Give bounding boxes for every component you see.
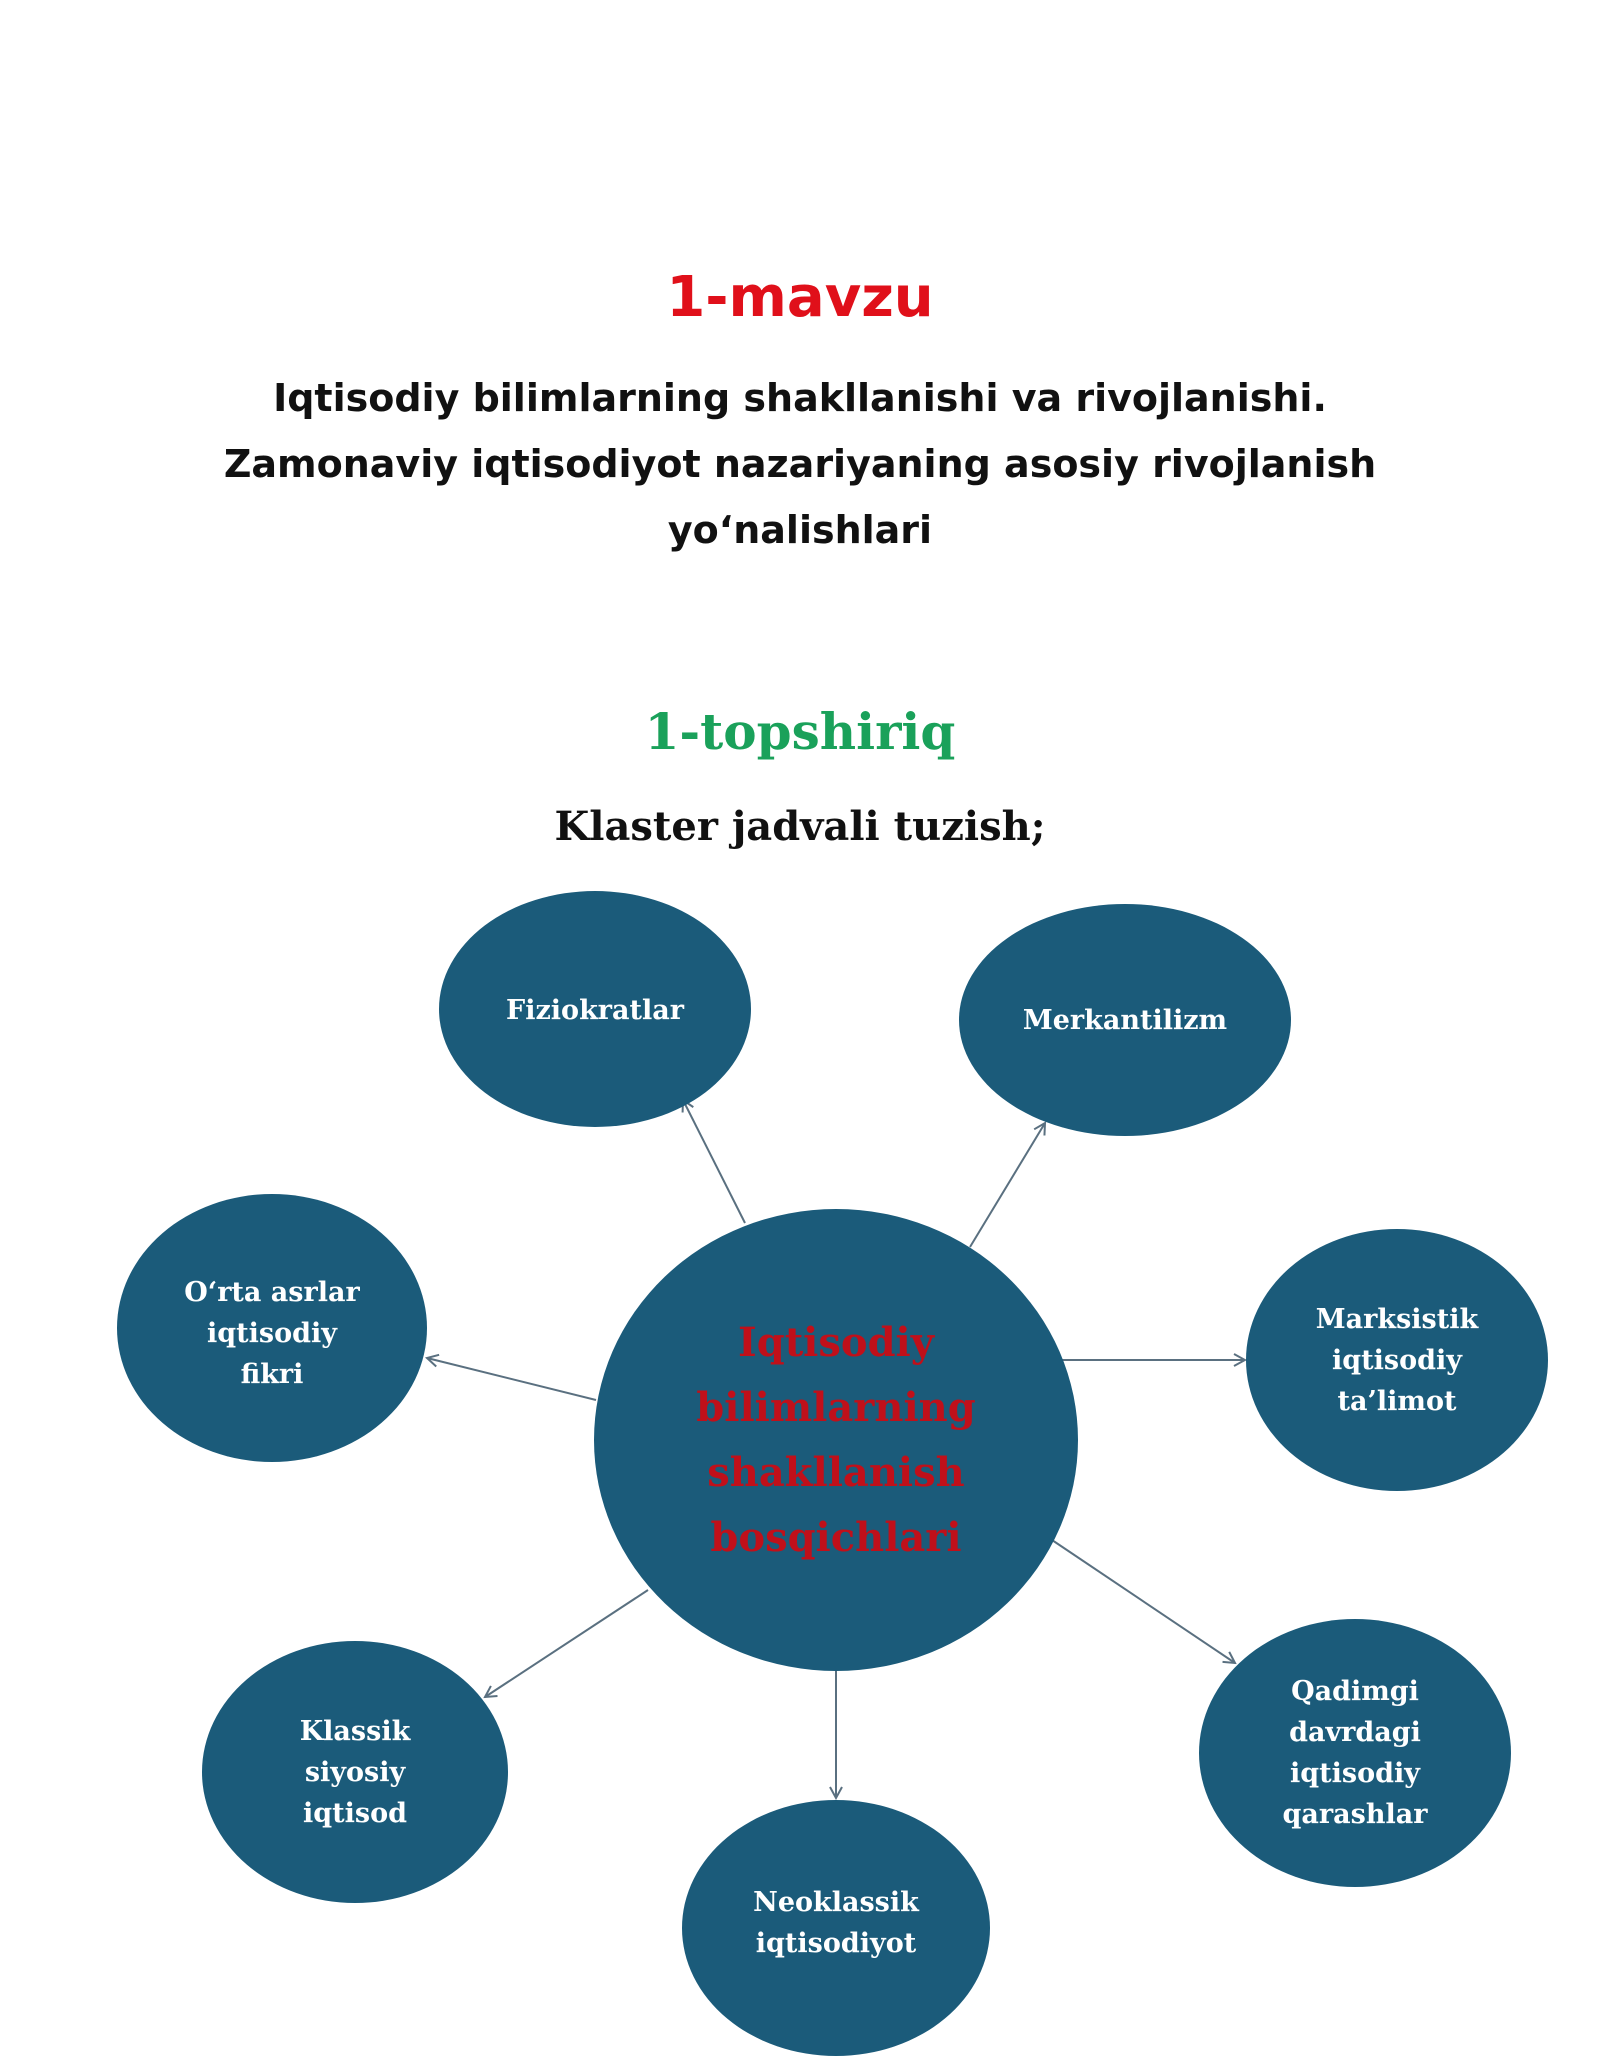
node-label-qadimgi: Qadimgi davrdagi iqtisodiy qarashlar	[1282, 1676, 1428, 1830]
topic-title: Iqtisodiy bilimlarning shakllanishi va rivojlanishi. Zamonaviy iqtisodiyot nazariyaning asosiy rivojlanish yo‘nalishlari	[223, 376, 1377, 552]
node-label-neoklassik: Neoklassik iqtisodiyot	[753, 1887, 919, 1959]
task-subtitle: Klaster jadvali tuzish;	[554, 803, 1046, 850]
center-node-label: Iqtisodiy bilimlarning shakllanish bosqichlari	[696, 1319, 976, 1561]
node-label-klassik: Klassik siyosiy iqtisod	[299, 1715, 411, 1829]
task-label: 1-topshiriq	[644, 702, 956, 761]
topic-label: 1-mavzu	[666, 265, 934, 330]
connector-orta-asrlar	[427, 1358, 596, 1400]
connector-fiziokratlar	[683, 1100, 745, 1223]
connector-klassik	[485, 1590, 648, 1697]
node-label-marksistik: Marksistik iqtisodiy ta’limot	[1315, 1303, 1479, 1417]
connector-qadimgi	[1052, 1540, 1235, 1663]
node-label-fiziokratlar: Fiziokratlar	[506, 994, 684, 1026]
node-label-orta-asrlar: O‘rta asrlar iqtisodiy fikri	[184, 1276, 360, 1390]
node-label-merkantilizm: Merkantilizm	[1022, 1004, 1228, 1036]
connector-merkantilizm	[970, 1123, 1045, 1247]
